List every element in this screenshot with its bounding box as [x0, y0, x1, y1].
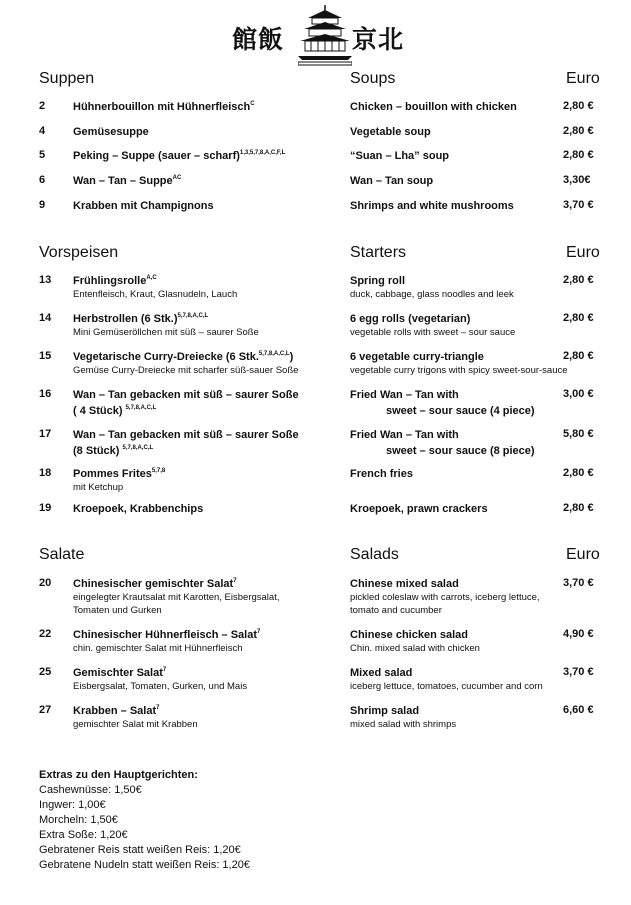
item-text: Pommes Frites: [73, 468, 152, 480]
item-text: Fried Wan – Tan with: [350, 389, 459, 401]
item-text: Krabben mit Champignons: [73, 200, 214, 212]
allergen-codes: AC: [172, 175, 182, 181]
allergen-codes: 5,7,8,A,C,L: [258, 351, 290, 357]
item-text: Hühnerbouillon mit Hühnerfleisch: [73, 101, 251, 113]
allergen-codes: 7: [156, 705, 160, 711]
item-text: [73, 274, 343, 288]
item-name-german: [73, 350, 343, 377]
item-price: 4,90 €: [563, 628, 594, 640]
item-price: 6,60 €: [563, 704, 594, 716]
item-name-english: [350, 350, 575, 377]
item-text: Chinesischer gemischter Salat: [73, 578, 234, 590]
item-name-english: [350, 100, 575, 114]
item-name-english: [350, 274, 575, 301]
section-title-suppen: Suppen: [39, 70, 95, 87]
item-price: 3,70 €: [563, 199, 594, 211]
item-price: 2,80 €: [563, 149, 594, 161]
section-title-vorspeisen: Vorspeisen: [39, 244, 119, 261]
item-text: sweet – sour sauce (4 piece): [386, 405, 535, 417]
item-name-german: [73, 577, 343, 617]
item-text: Fried Wan – Tan with: [350, 429, 459, 441]
item-text: Wan – Tan soup: [350, 175, 434, 187]
item-price: 3,70 €: [563, 577, 594, 589]
item-description: pickled coleslaw with carrots, iceberg lettuce,: [350, 592, 540, 603]
item-text: Gemischter Salat: [73, 667, 163, 679]
item-description: Chin. mixed salad with chicken: [350, 643, 480, 654]
item-name-english: [350, 388, 575, 418]
item-text: Chinesischer Hühnerfleisch – Salat: [73, 629, 258, 641]
item-text: [73, 628, 343, 642]
item-price: 3,70 €: [563, 666, 594, 678]
item-text: [73, 404, 343, 418]
item-text: Spring roll: [350, 275, 405, 287]
extras-line: Gebratener Reis statt weißen Reis: 1,20€: [39, 844, 241, 856]
item-text: Frühlingsrolle: [73, 275, 147, 287]
item-price: 2,80 €: [563, 274, 594, 286]
logo-text-right: 京北: [352, 25, 405, 54]
item-text: Mixed salad: [350, 667, 413, 679]
item-name-english: [350, 666, 575, 693]
item-text: French fries: [350, 468, 413, 480]
item-text: Peking – Suppe (sauer – scharf): [73, 150, 240, 162]
item-description: mixed salad with shrimps: [350, 719, 457, 730]
allergen-codes: 5,7,8: [151, 468, 166, 474]
item-text: Chinese mixed salad: [350, 578, 459, 590]
item-name-german: [73, 704, 343, 731]
section-title-starters: Starters: [350, 244, 407, 261]
allergen-codes: 7: [257, 629, 261, 635]
item-name-english: [350, 199, 575, 213]
allergen-codes: 5,7,8,A,C,L: [177, 313, 209, 319]
logo-text-left: 館飯: [232, 25, 285, 54]
item-number: 6: [39, 174, 46, 186]
item-name-english: [350, 704, 575, 731]
allergen-codes: 1,3,5,7,8,A,C,F,L: [239, 150, 286, 156]
item-description: tomato and cucumber: [350, 605, 442, 616]
item-price: 2,80 €: [563, 467, 594, 479]
allergen-codes: 7: [162, 667, 167, 673]
item-number: 2: [39, 100, 46, 112]
item-text: [73, 174, 343, 188]
item-name-german: [73, 125, 343, 139]
item-description: iceberg lettuce, tomatoes, cucumber and corn: [350, 681, 543, 692]
item-text: [73, 467, 343, 481]
item-name-english: [350, 428, 575, 458]
item-text: Kroepoek, Krabbenchips: [73, 503, 204, 515]
item-number: 5: [39, 149, 46, 161]
item-price: 5,80 €: [563, 428, 594, 440]
item-name-english: [350, 149, 575, 163]
item-text: [73, 149, 343, 163]
extras-title: Extras zu den Hauptgerichten:: [39, 769, 198, 781]
extras-line: Cashewnüsse: 1,50€: [39, 784, 142, 796]
item-description: mit Ketchup: [73, 482, 124, 493]
item-description: gemischter Salat mit Krabben: [73, 719, 198, 730]
item-number: 20: [39, 577, 52, 589]
item-number: 18: [39, 467, 52, 479]
item-description: vegetable curry trigons with spicy sweet-sour-sauce: [350, 365, 568, 376]
item-name-english: [350, 502, 575, 516]
item-description: chin. gemischter Salat mit Hühnerfleisch: [73, 643, 243, 654]
item-price: 2,80 €: [563, 312, 594, 324]
item-text: ): [289, 351, 294, 363]
item-number: 14: [39, 312, 52, 324]
item-description: duck, cabbage, glass noodles and leek: [350, 289, 514, 300]
item-text: (8 Stück): [73, 445, 120, 457]
item-text: ( 4 Stück): [73, 405, 123, 417]
item-name-german: [73, 312, 343, 339]
item-text: Gemüsesuppe: [73, 126, 149, 138]
item-number: 22: [39, 628, 52, 640]
item-name-english: [350, 467, 575, 481]
extras-line: Morcheln: 1,50€: [39, 814, 118, 826]
item-name-german: [73, 199, 343, 213]
item-name-english: [350, 125, 575, 139]
item-name-german: [73, 467, 343, 494]
item-text: Herbstrollen (6 Stk.): [73, 313, 178, 325]
item-description: Mini Gemüseröllchen mit süß – saurer Soße: [73, 327, 259, 338]
item-description: eingelegter Krautsalat mit Karotten, Eisbergsalat,: [73, 592, 280, 603]
extras-line: Ingwer: 1,00€: [39, 799, 106, 811]
item-text: “Suan – Lha” soup: [350, 150, 450, 162]
item-text: [73, 350, 343, 364]
item-number: 13: [39, 274, 52, 286]
currency-header: Euro: [566, 70, 600, 87]
item-number: 16: [39, 388, 52, 400]
item-text: 6 egg rolls (vegetarian): [350, 313, 471, 325]
allergen-codes: C: [250, 101, 255, 107]
extras-section: [39, 768, 250, 873]
item-text: [73, 666, 343, 680]
extras-line: Extra Soße: 1,20€: [39, 829, 128, 841]
item-number: 19: [39, 502, 52, 514]
item-text: [73, 704, 343, 718]
currency-header: Euro: [566, 546, 600, 563]
currency-header: Euro: [566, 244, 600, 261]
item-name-german: [73, 100, 343, 114]
item-number: 17: [39, 428, 52, 440]
item-number: 4: [39, 125, 46, 137]
item-text: Wan – Tan – Suppe: [73, 175, 173, 187]
item-price: 2,80 €: [563, 100, 594, 112]
item-text: Chicken – bouillon with chicken: [350, 101, 517, 113]
item-text: Vegetarische Curry-Dreiecke (6 Stk.: [73, 351, 259, 363]
item-number: 15: [39, 350, 52, 362]
item-name-german: [73, 388, 343, 418]
restaurant-logo: [226, 4, 422, 66]
allergen-codes: 7: [233, 578, 237, 584]
item-text: [73, 312, 343, 326]
item-text: Kroepoek, prawn crackers: [350, 503, 488, 515]
item-text: Shrimps and white mushrooms: [350, 200, 514, 212]
item-name-german: [73, 428, 343, 458]
item-description: Eisbergsalat, Tomaten, Gurken, und Mais: [73, 681, 248, 692]
item-text: Vegetable soup: [350, 126, 431, 138]
item-description: Entenfleisch, Kraut, Glasnudeln, Lauch: [73, 289, 238, 300]
item-number: 25: [39, 666, 52, 678]
item-text: sweet – sour sauce (8 piece): [386, 445, 535, 457]
item-price: 2,80 €: [563, 502, 594, 514]
item-number: 9: [39, 199, 46, 211]
item-name-english: [350, 628, 575, 655]
section-title-soups: Soups: [350, 70, 396, 87]
item-text: 6 vegetable curry-triangle: [350, 351, 484, 363]
item-name-german: [73, 174, 343, 188]
item-name-english: [350, 577, 575, 617]
item-text: Krabben – Salat: [73, 705, 157, 717]
allergen-codes: A,C: [146, 275, 157, 281]
item-description: vegetable rolls with sweet – sour sauce: [350, 327, 516, 338]
allergen-codes: 5,7,8,A,C,L: [122, 445, 154, 451]
allergen-codes: 5,7,8,A,C,L: [125, 405, 157, 411]
item-number: 27: [39, 704, 52, 716]
section-title-salads: Salads: [350, 546, 399, 563]
item-text: Shrimp salad: [350, 705, 420, 717]
item-text: Chinese chicken salad: [350, 629, 468, 641]
item-text: Wan – Tan gebacken mit süß – saurer Soße: [73, 389, 299, 401]
item-name-german: [73, 628, 343, 655]
item-text: [73, 100, 343, 114]
item-name-german: [73, 274, 343, 301]
item-name-german: [73, 502, 343, 516]
item-text: Wan – Tan gebacken mit süß – saurer Soße: [73, 429, 299, 441]
section-title-salate: Salate: [39, 546, 85, 563]
extras-line: Gebratene Nudeln statt weißen Reis: 1,20€: [39, 859, 250, 871]
item-name-german: [73, 149, 343, 163]
item-text: [73, 577, 343, 591]
item-description: Gemüse Curry-Dreiecke mit scharfer süß-sauer Soße: [73, 365, 299, 376]
item-text: [73, 444, 343, 458]
temple-of-heaven-icon: [298, 4, 352, 66]
item-price: 3,30€: [563, 174, 591, 186]
item-name-english: [350, 312, 575, 339]
item-price: 2,80 €: [563, 125, 594, 137]
item-description: Tomaten und Gurken: [73, 605, 162, 616]
item-name-german: [73, 666, 343, 693]
item-price: 2,80 €: [563, 350, 594, 362]
item-price: 3,00 €: [563, 388, 594, 400]
item-name-english: [350, 174, 575, 188]
